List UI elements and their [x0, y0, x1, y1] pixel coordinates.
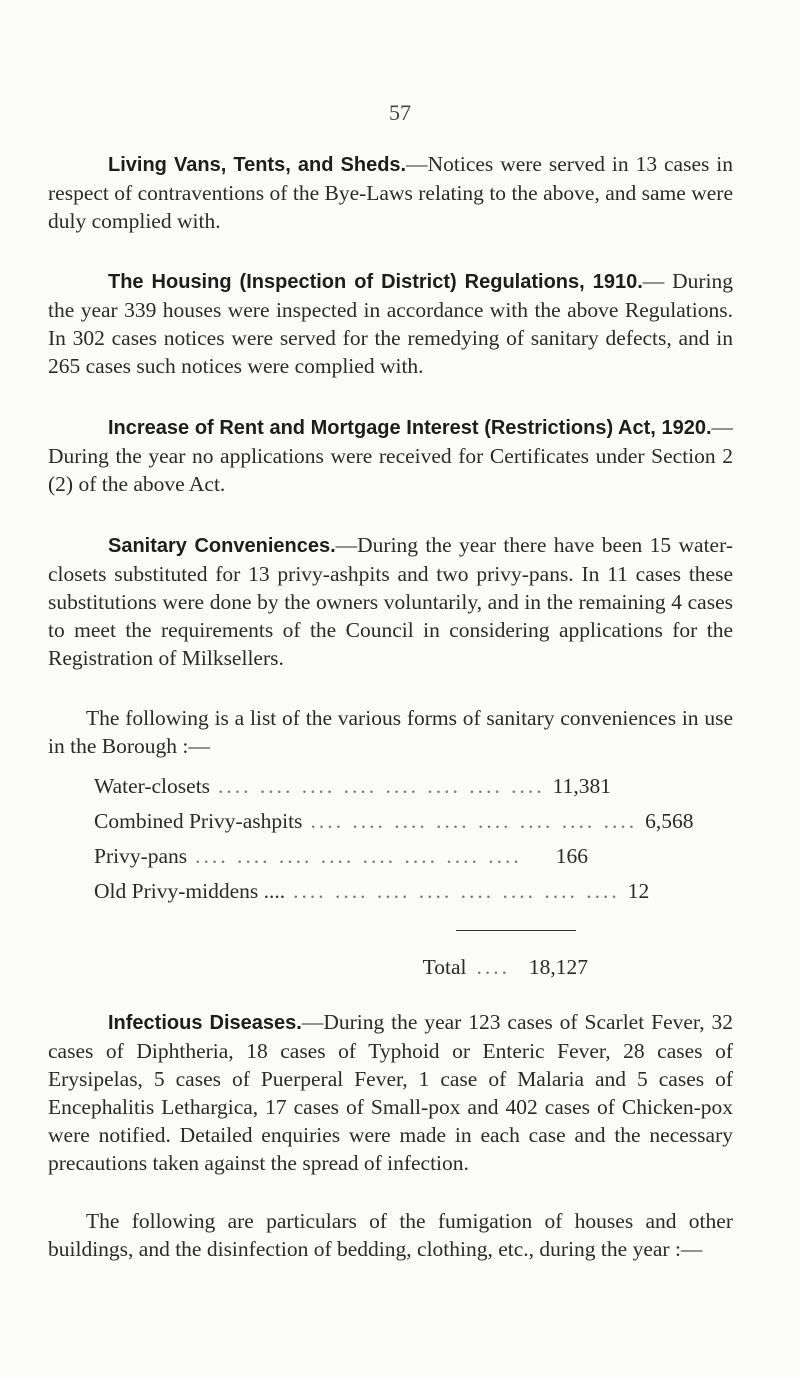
living-vans-heading: Living Vans, Tents, and Sheds. [108, 154, 407, 176]
living-vans-body: —Notices were served in 13 cases in respect of contraventions of the Bye-Laws relating to the above, and same were duly complied with. [48, 152, 733, 233]
fumigation-paragraph: The following are particulars of the fumigation of houses and other buildings, and the disinfection of bedding, clothing, etc., during the year :— [48, 1209, 733, 1261]
list-item-value: 6,568 [645, 809, 694, 833]
conveniences-list [94, 772, 694, 912]
list-item [94, 772, 611, 807]
list-item-label: Old Privy-middens .... [94, 879, 286, 903]
infectious-diseases-body: —During the year 123 cases of Scarlet Fever, 32 cases of Diphtheria, 18 cases of Typhoid or Enteric Fever, 28 cases of Erysipelas, 5 cases of Puerperal Fever, 1 case of Malaria and 5 cases of Encephalitis Lethargica, 17 cases of Small-pox and 402 cases of Chicken-pox were notified. Detailed enquiries were made in each case and the necessary precautions taken against the spread of infection. [48, 1010, 733, 1175]
list-item-label: Privy-pans [94, 844, 188, 868]
rent-act-paragraph [48, 413, 733, 498]
total-label: Total [422, 955, 467, 979]
rent-act-body: —During the year no applications were received for Certificates under Section 2 (2) of the above Act. [48, 415, 733, 496]
total-leader-dots: .... [476, 955, 510, 979]
list-item-value: 11,381 [552, 774, 611, 798]
total-value: 18,127 [528, 955, 588, 979]
conveniences-intro: The following is a list of the various forms of sanitary conveniences in use in the Borough :— [48, 706, 733, 758]
list-item-label: Combined Privy-ashpits [94, 809, 303, 833]
leader-dots: .... .... .... .... .... .... .... .... [218, 774, 545, 798]
rent-act-heading: Increase of Rent and Mortgage Interest (Restrictions) Act, 1920. [108, 417, 712, 439]
leader-dots: .... .... .... .... .... .... .... .... [293, 879, 620, 903]
list-item [94, 877, 650, 912]
list-item-value: 166 [555, 844, 588, 868]
total-row [48, 953, 588, 981]
housing-regulations-heading: The Housing (Inspection of District) Regulations, 1910. [108, 271, 643, 293]
infectious-diseases-paragraph [48, 1008, 733, 1177]
sanitary-conveniences-heading: Sanitary Conveniences. [108, 535, 336, 557]
list-item [94, 807, 694, 842]
list-item-value: 12 [627, 879, 650, 903]
housing-regulations-paragraph [48, 267, 733, 380]
living-vans-paragraph [48, 150, 733, 235]
sanitary-conveniences-paragraph [48, 531, 733, 672]
infectious-diseases-heading: Infectious Diseases. [108, 1012, 302, 1034]
list-item [94, 842, 588, 877]
list-item-label: Water-closets [94, 774, 211, 798]
leader-dots: .... .... .... .... .... .... .... .... [195, 844, 522, 868]
total-divider [456, 930, 576, 931]
housing-regulations-body: — During the year 339 houses were inspected in accordance with the above Regulations. In 302 cases notices were served for the remedying of sanitary defects, and in 265 cases such notices were complied with. [48, 269, 733, 378]
sanitary-conveniences-body: —During the year there have been 15 water-closets substituted for 13 privy-ashpits and two privy-pans. In 11 cases these substitutions were done by the owners voluntarily, and in the remaining 4 cases to meet the requirements of the Council in considering applications for the Registration of Milksellers. [48, 533, 733, 670]
page-number: 57 [389, 100, 411, 125]
page-body [48, 150, 733, 1263]
leader-dots: .... .... .... .... .... .... .... .... [310, 809, 638, 833]
